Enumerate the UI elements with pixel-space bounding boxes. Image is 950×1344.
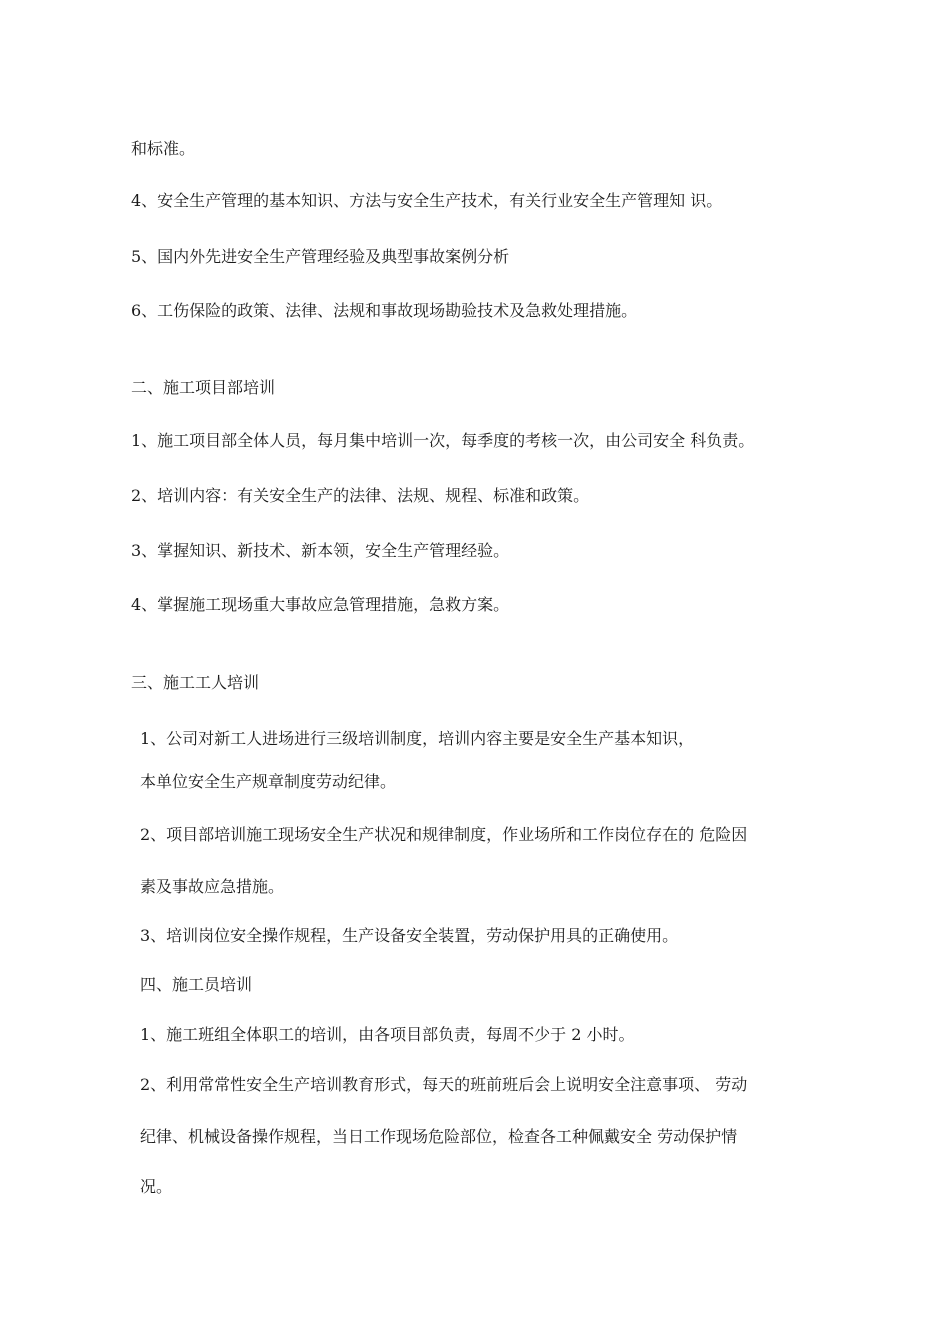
text-line: 素及事故应急措施。 xyxy=(140,877,285,896)
text-line: 和标准。 xyxy=(131,139,196,158)
section-heading: 四、施工员培训 xyxy=(140,975,253,994)
text-line: 1、施工项目部全体人员，每月集中培训一次，每季度的考核一次，由公司安全 科负责。 xyxy=(131,431,755,450)
text-line: 2、培训内容：有关安全生产的法律、法规、规程、标准和政策。 xyxy=(131,486,590,505)
text-line: 2、利用常常性安全生产培训教育形式，每天的班前班后会上说明安全注意事项、 劳动 xyxy=(140,1075,748,1094)
text-line: 本单位安全生产规章制度劳动纪律。 xyxy=(140,772,397,791)
text-line: 3、培训岗位安全操作规程，生产设备安全装置，劳动保护用具的正确使用。 xyxy=(140,926,679,945)
text-line: 3、掌握知识、新技术、新本领，安全生产管理经验。 xyxy=(131,541,510,560)
text-line: 4、安全生产管理的基本知识、方法与安全生产技术，有关行业安全生产管理知 识。 xyxy=(131,191,723,210)
section-heading: 三、施工工人培训 xyxy=(131,673,260,692)
text-line: 1、施工班组全体职工的培训，由各项目部负责，每周不少于 2 小时。 xyxy=(140,1025,635,1044)
text-line: 2、项目部培训施工现场安全生产状况和规律制度，作业场所和工作岗位存在的 危险因 xyxy=(140,825,748,844)
text-line: 1、公司对新工人进场进行三级培训制度，培训内容主要是安全生产基本知识， xyxy=(140,729,695,748)
text-line: 纪律、机械设备操作规程，当日工作现场危险部位，检查各工种佩戴安全 劳动保护情 xyxy=(140,1127,738,1146)
text-line: 5、国内外先进安全生产管理经验及典型事故案例分析 xyxy=(131,247,510,266)
text-line: 6、工伤保险的政策、法律、法规和事故现场勘验技术及急救处理措施。 xyxy=(131,301,638,320)
text-line: 4、掌握施工现场重大事故应急管理措施，急救方案。 xyxy=(131,595,510,614)
section-heading: 二、施工项目部培训 xyxy=(131,378,276,397)
text-line: 况。 xyxy=(140,1177,173,1196)
